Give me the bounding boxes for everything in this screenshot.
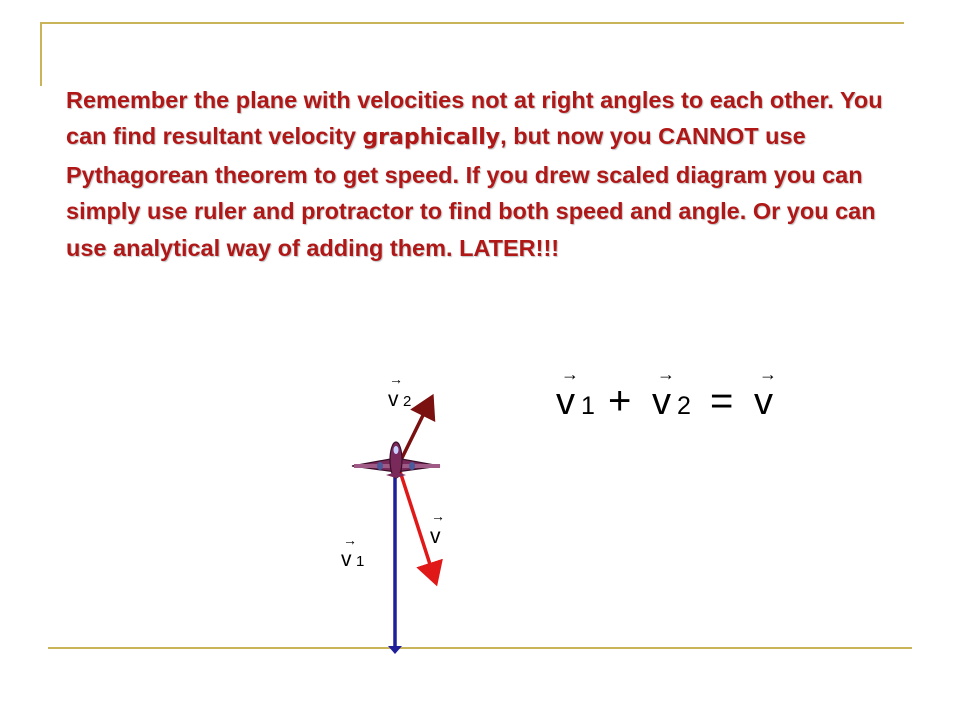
eq-result-arrow: → (759, 364, 777, 384)
label-v1 (341, 532, 364, 571)
eq-equals: = (710, 379, 734, 423)
eq-term1-arrow: → (561, 364, 579, 384)
label-v2-sub: 2 (403, 393, 412, 410)
label-v-base: v (430, 525, 441, 548)
eq-result-base: v (754, 381, 773, 423)
label-v1-sub: 1 (356, 553, 365, 570)
label-v (430, 508, 445, 548)
label-v2-arrow: → (389, 371, 403, 387)
v1-arrowhead (388, 646, 402, 654)
text-part-2: , but now you CANNOT use Pythagorean theorem to get speed. If you drew scaled diagram you can simply use ruler and protractor to find both speed and angle. Or you can use analytical way of adding them. LATER!!! (66, 123, 876, 261)
eq-term2-sub: 2 (677, 392, 691, 420)
label-v1-arrow: → (343, 532, 357, 548)
vector-equation (556, 364, 777, 423)
text-emphasis-graphically: graphically (362, 125, 501, 151)
eq-term2-arrow: → (657, 364, 675, 384)
eq-plus: + (608, 379, 632, 423)
text-part-1: Remember the plane with velocities not at right angles to each other. You can find resultant velocity (66, 87, 883, 150)
eq-term1-sub: 1 (581, 392, 595, 420)
label-v2-base: v (388, 388, 399, 411)
label-v1-base: v (341, 548, 352, 571)
label-v-arrow: → (431, 508, 445, 524)
eq-term2-base: v (652, 381, 671, 423)
label-v2 (388, 371, 411, 411)
eq-term1-base: v (556, 381, 575, 423)
v1-vector (388, 462, 402, 654)
plane-icon (352, 442, 440, 478)
